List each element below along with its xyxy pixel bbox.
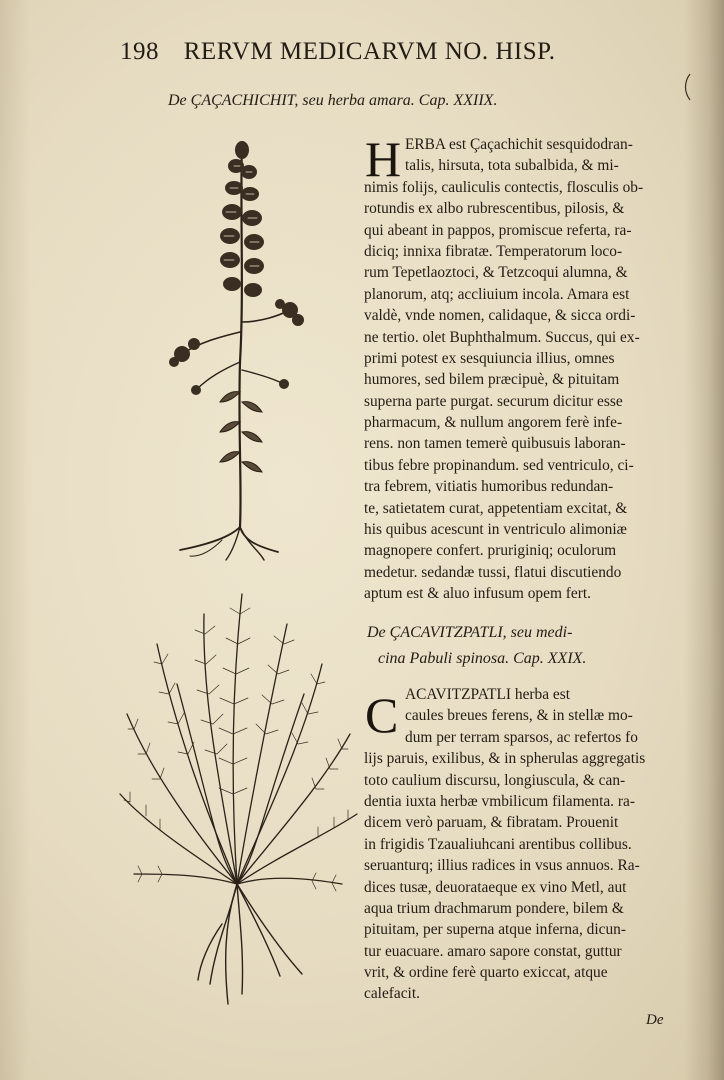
text-line: toto caulium discursu, longiuscula, & can-	[364, 771, 626, 789]
text-line: magnopere confert. pruriginiq; oculorum	[364, 542, 617, 560]
drop-cap-h: H	[365, 131, 402, 187]
text-line: diciq; innixa fibratæ. Temperatorum loco-	[364, 242, 623, 260]
chapter-text-cacachichit	[364, 131, 686, 605]
chapter-text-cacavitzpatli	[364, 684, 686, 1005]
running-header	[120, 38, 640, 72]
text-line: his quibus acescunt in ventriculo alimoniæ	[364, 521, 627, 539]
chapter-heading-cacachichit: De ÇAÇACHICHIT, seu herba amara. Cap. XXIIX.	[168, 92, 498, 109]
text-line: talis, hirsuta, tota subalbida, & mi-	[405, 157, 619, 175]
page-number: 198	[120, 38, 159, 65]
herb-illustration-cacavitzpatli	[112, 584, 362, 1014]
text-line: calefacit.	[364, 985, 420, 1003]
text-line: tra febrem, vitiatis humoribus redundan-	[364, 478, 614, 496]
running-title: RERVM MEDICARVM NO. HISP.	[183, 38, 556, 65]
text-line: ACAVITZPATLI herba est	[405, 686, 571, 703]
text-line: primi potest ex sesquiuncia illius, omnes	[364, 349, 615, 367]
text-line: dentia iuxta herbæ vmbilicum filamenta. ra-	[364, 792, 635, 810]
text-line: dicem verò paruam, & fibratam. Prouenit	[364, 814, 619, 832]
catchword: De	[646, 1012, 664, 1028]
chapter-heading-cacavitzpatli: De ÇACAVITZPATLI, seu medi-	[367, 624, 573, 641]
text-line: te, satietatem curat, appetentiam excitat, &	[364, 499, 628, 517]
drop-cap-c: C	[365, 687, 399, 743]
page-gutter-shadow	[684, 0, 724, 1080]
text-line: dum per terram sparsos, ac refertos fo	[405, 728, 638, 746]
text-line: qui abeant in pappos, promiscue referta, ra-	[364, 221, 632, 239]
text-line: ERBA est Çaçachichit sesquidodran-	[405, 136, 633, 153]
chapter-heading-cacavitzpatli-cont: cina Pabuli spinosa. Cap. XXIX.	[378, 650, 587, 667]
text-line: pharmacum, & nullum angorem ferè infe-	[364, 414, 623, 432]
text-line: valdè, vnde nomen, calidaque, & sicca ordi-	[364, 307, 636, 325]
text-line: superna parte purgat. securum dicitur esse	[364, 392, 623, 410]
text-line: ne tertio. olet Buphthalmum. Succus, qui ex-	[364, 328, 640, 346]
text-line: pituitam, per superna atque inferna, dicun-	[364, 921, 626, 939]
text-line: planorum, atq; accliuium incola. Amara est	[364, 285, 630, 303]
text-line: nimis folijs, cauliculis contectis, flosculis ob-	[364, 178, 644, 196]
page-edge-shadow-left	[0, 0, 30, 1080]
margin-bracket-mark	[680, 72, 694, 102]
text-line: vrit, & ordine ferè quarto exiccat, atque	[364, 964, 608, 982]
text-line: in frigidis Tzaualiuhcani arentibus collibus.	[364, 835, 632, 853]
text-line: rens. non tamen temerè quibusuis laboran-	[364, 435, 626, 453]
text-line: aptum est & aluo infusum opem fert.	[364, 585, 591, 603]
herb-illustration-cacachichit	[160, 132, 320, 572]
text-line: caules breues ferens, & in stellæ mo-	[405, 707, 633, 725]
text-line: rum Tepetlaoztoci, & Tetzcoqui alumna, &	[364, 264, 628, 282]
text-line: rotundis ex albo rubrescentibus, pilosis, &	[364, 200, 625, 218]
text-line: medetur. sedandæ tussi, flatui discutiendo	[364, 563, 622, 581]
text-line: dices tusæ, deuorataeque ex vino Metl, aut	[364, 878, 627, 896]
text-line: aqua trium drachmarum pondere, bilem &	[364, 899, 624, 917]
text-line: lijs paruis, exilibus, & in spherulas aggregatis	[364, 750, 646, 768]
text-line: humores, sed bilem præcipuè, & pituitam	[364, 371, 620, 389]
text-line: seruanturq; illius radices in vsus annuos. Ra-	[364, 857, 640, 875]
text-line: tur euacuare. amaro sapore constat, guttur	[364, 942, 622, 960]
text-line: tibus febre propinandum. sed ventriculo, ci-	[364, 456, 634, 474]
